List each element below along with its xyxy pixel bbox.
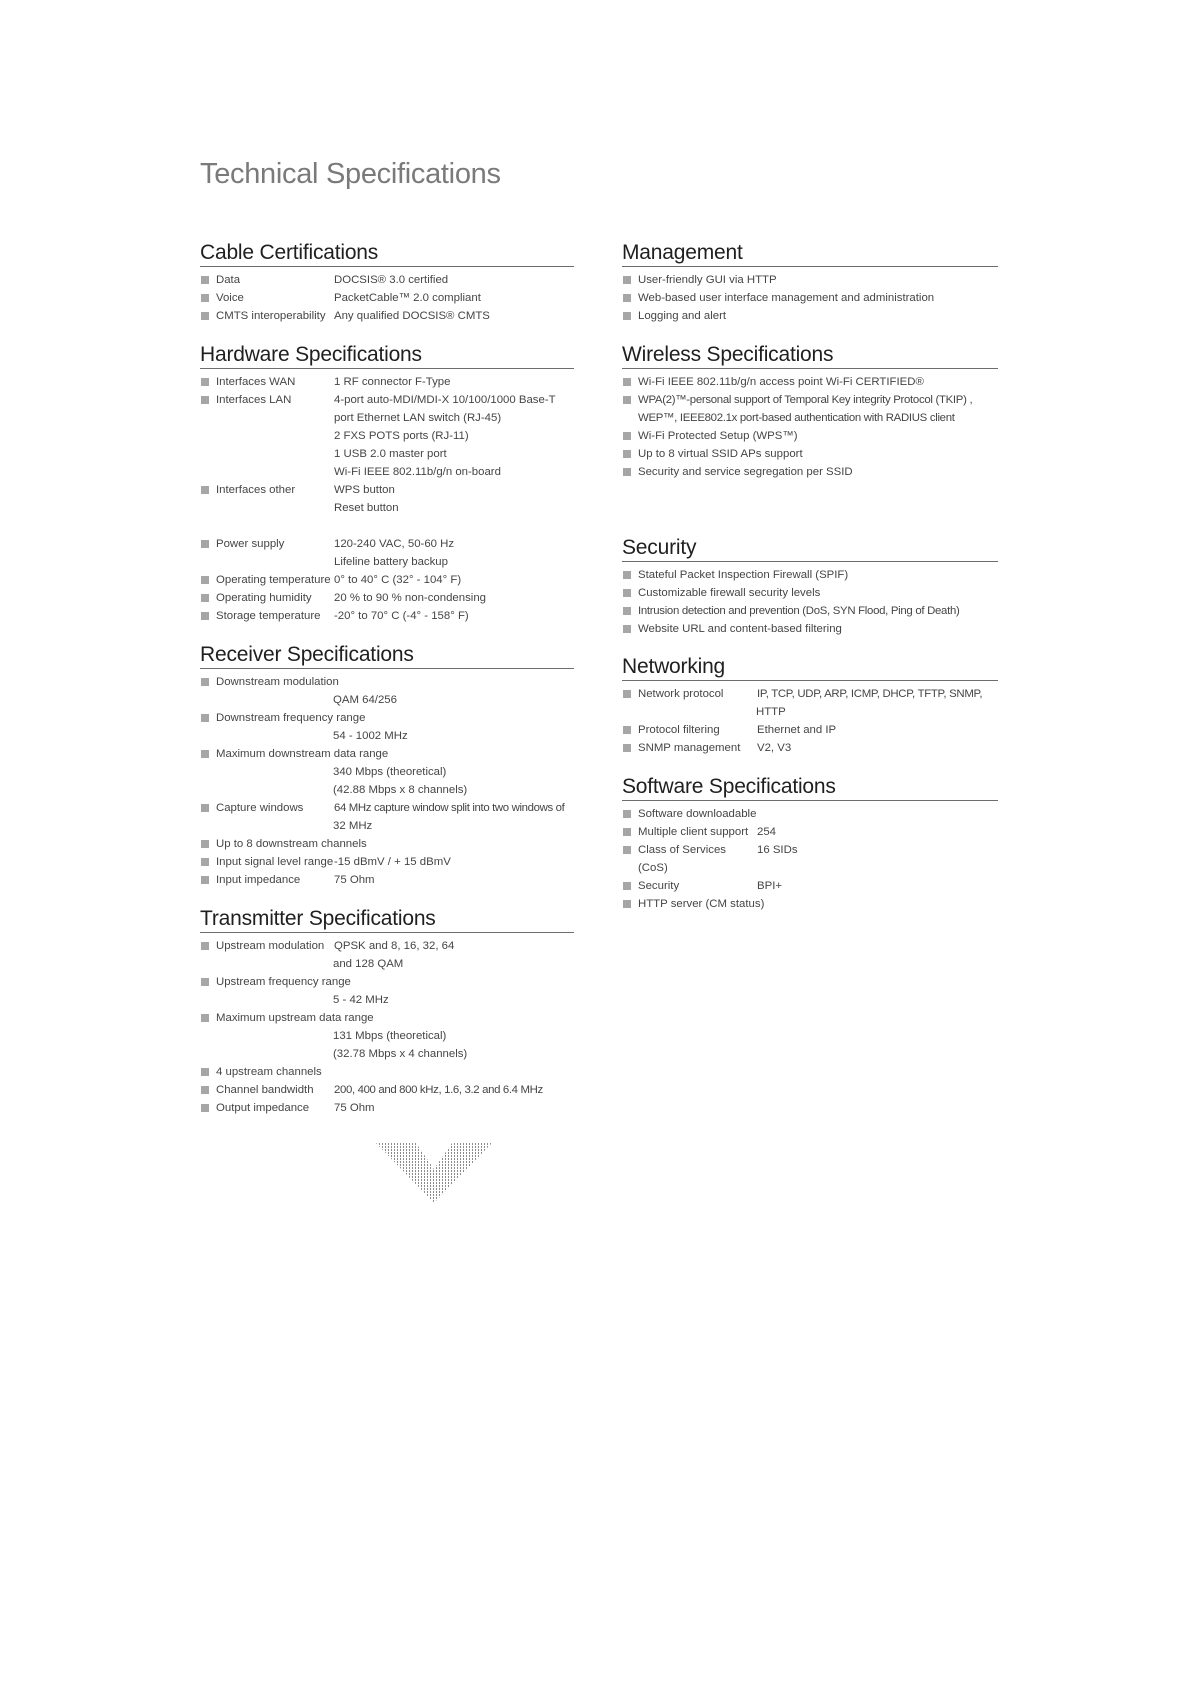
chevron-down-icon: [376, 1143, 492, 1205]
bullet-icon: [201, 750, 209, 758]
spec-row: [200, 763, 574, 781]
spec-value: -20° to 70° C (-4° - 158° F): [334, 610, 469, 622]
bullet-icon: [201, 312, 209, 320]
bullet-icon: [201, 714, 209, 722]
spec-label: Operating humidity: [216, 592, 312, 604]
spec-row: [200, 835, 574, 853]
bullet-icon: [623, 378, 631, 386]
spec-label: Maximum upstream data range: [216, 1012, 374, 1024]
spec-row: [200, 973, 574, 991]
bullet-icon: [623, 607, 631, 615]
bullet-icon: [623, 432, 631, 440]
spec-row: [200, 1009, 574, 1027]
spec-value: (42.88 Mbps x 8 channels): [333, 784, 468, 796]
spec-row: [200, 1027, 574, 1045]
bullet-icon: [201, 294, 209, 302]
spec-row: [200, 589, 574, 607]
spec-label: SNMP management: [638, 742, 741, 754]
transmitter-specifications-section: [200, 906, 574, 1117]
spec-list: [200, 373, 574, 625]
spec-row: [622, 823, 998, 841]
spec-label: Protocol filtering: [638, 724, 720, 736]
section-title: Receiver Specifications: [200, 642, 574, 669]
list-item: Web-based user interface management and administration: [622, 289, 998, 307]
spec-row: [200, 535, 574, 553]
spec-value: 32 MHz: [333, 820, 373, 832]
cable-certifications-section: [200, 240, 574, 325]
spec-row: [200, 991, 574, 1009]
networking-section: [622, 654, 998, 757]
bullet-icon: [201, 942, 209, 950]
section-title: Management: [622, 240, 998, 267]
spec-row: [622, 805, 998, 823]
security-section: [622, 535, 998, 638]
spec-row: [200, 853, 574, 871]
bullet-icon: [623, 312, 631, 320]
spec-value: -15 dBmV / + 15 dBmV: [334, 856, 451, 868]
spec-row: [200, 445, 574, 463]
spec-value: 5 - 42 MHz: [333, 994, 389, 1006]
spec-value: 120-240 VAC, 50-60 Hz: [334, 538, 455, 550]
section-title: Software Specifications: [622, 774, 998, 801]
spec-row: [200, 607, 574, 625]
bullet-icon: [623, 846, 631, 854]
spec-label: [216, 553, 334, 571]
page-title: Technical Specifications: [200, 158, 501, 190]
spec-value: 75 Ohm: [334, 1102, 375, 1114]
spec-list: [622, 271, 998, 325]
spec-list: [200, 937, 574, 1117]
spec-label: Capture windows: [216, 802, 304, 814]
spec-label: Input impedance: [216, 874, 301, 886]
spec-label: Channel bandwidth: [216, 1084, 314, 1096]
list-item: Customizable firewall security levels: [622, 584, 998, 602]
spec-label: Class of Services (CoS): [638, 844, 726, 874]
spec-value: 0° to 40° C (32° - 104° F): [334, 574, 462, 586]
bullet-icon: [623, 900, 631, 908]
bullet-icon: [201, 876, 209, 884]
section-title: Cable Certifications: [200, 240, 574, 267]
spec-row: [200, 427, 574, 445]
spec-value: Any qualified DOCSIS® CMTS: [334, 310, 490, 322]
spec-row: [622, 877, 998, 895]
bullet-icon: [623, 828, 631, 836]
spec-value: 1 RF connector F-Type: [334, 376, 451, 388]
spec-row: [622, 841, 998, 877]
bullet-icon: [201, 540, 209, 548]
spec-label: Software downloadable: [638, 808, 757, 820]
spec-list: [200, 673, 574, 889]
spec-row: [200, 391, 574, 409]
spec-row: [622, 685, 998, 703]
spec-label: Up to 8 downstream channels: [216, 838, 367, 850]
spec-label: Network protocol: [638, 688, 724, 700]
spec-label: Upstream modulation: [216, 940, 325, 952]
spec-value: 254: [757, 826, 777, 838]
spec-value: PacketCable™ 2.0 compliant: [334, 292, 481, 304]
spec-value: 64 MHz capture window split into two windows of: [334, 802, 565, 814]
spec-value: DOCSIS® 3.0 certified: [334, 274, 449, 286]
spec-list: [622, 373, 998, 481]
bullet-icon: [201, 978, 209, 986]
spec-value: 131 Mbps (theoretical): [333, 1030, 447, 1042]
spec-label: [216, 409, 334, 427]
spec-row: [200, 709, 574, 727]
section-title: Networking: [622, 654, 998, 681]
spec-row: [200, 1081, 574, 1099]
spec-label: Interfaces WAN: [216, 376, 296, 388]
wireless-specifications-section: [622, 342, 998, 481]
bullet-icon: [623, 396, 631, 404]
bullet-icon: [201, 804, 209, 812]
spec-row: [200, 1099, 574, 1117]
bullet-icon: [201, 378, 209, 386]
spec-value: port Ethernet LAN switch (RJ-45): [334, 412, 502, 424]
spec-label: [216, 463, 334, 481]
hardware-specifications-section: [200, 342, 574, 625]
spec-row: [200, 271, 574, 289]
spec-label: Voice: [216, 292, 244, 304]
spec-label: Data: [216, 274, 241, 286]
spec-value: IP, TCP, UDP, ARP, ICMP, DHCP, TFTP, SNMP,: [757, 688, 983, 700]
spec-row: [200, 781, 574, 799]
spec-value: 4-port auto-MDI/MDI-X 10/100/1000 Base-T: [334, 394, 556, 406]
spec-row: [200, 499, 574, 517]
spec-label: Power supply: [216, 538, 285, 550]
bullet-icon: [623, 744, 631, 752]
spec-label: Downstream frequency range: [216, 712, 366, 724]
spec-label: [216, 445, 334, 463]
spec-value: QAM 64/256: [333, 694, 397, 706]
spec-value: 340 Mbps (theoretical): [333, 766, 447, 778]
bullet-icon: [201, 486, 209, 494]
spec-value: V2, V3: [757, 742, 792, 754]
spec-row: [622, 703, 998, 721]
spec-row: [200, 871, 574, 889]
list-item: Up to 8 virtual SSID APs support: [622, 445, 998, 463]
spec-row: [622, 739, 998, 757]
list-item: Wi-Fi Protected Setup (WPS™): [622, 427, 998, 445]
bullet-icon: [201, 594, 209, 602]
spec-row: [200, 691, 574, 709]
list-item: Wi-Fi IEEE 802.11b/g/n access point Wi-Fi CERTIFIED®: [622, 373, 998, 391]
spec-list: [200, 271, 574, 325]
spec-value: 20 % to 90 % non-condensing: [334, 592, 486, 604]
section-title: Transmitter Specifications: [200, 906, 574, 933]
spec-value: 54 - 1002 MHz: [333, 730, 408, 742]
spec-value: QPSK and 8, 16, 32, 64: [334, 940, 455, 952]
list-item: Website URL and content-based filtering: [622, 620, 998, 638]
spec-value: 75 Ohm: [334, 874, 375, 886]
spec-row: [200, 307, 574, 325]
list-item: User-friendly GUI via HTTP: [622, 271, 998, 289]
spec-label: Operating temperature: [216, 574, 331, 586]
spec-row: [200, 409, 574, 427]
spec-value: BPI+: [757, 880, 783, 892]
bullet-icon: [623, 690, 631, 698]
bullet-icon: [201, 678, 209, 686]
spec-row: [200, 1045, 574, 1063]
bullet-icon: [623, 625, 631, 633]
spec-label: Security: [638, 880, 680, 892]
spec-row: [200, 799, 574, 817]
spec-value: WPS button: [334, 484, 395, 496]
list-item: WPA(2)™-personal support of Temporal Key integrity Protocol (TKIP) ,: [622, 391, 998, 409]
bullet-icon: [623, 276, 631, 284]
spec-value: and 128 QAM: [333, 958, 404, 970]
spec-label: 4 upstream channels: [216, 1066, 322, 1078]
spec-list: [622, 685, 998, 757]
spec-value: Lifeline battery backup: [334, 556, 448, 568]
spec-label: [216, 499, 334, 517]
spec-row: [200, 937, 574, 955]
spec-value: 1 USB 2.0 master port: [334, 448, 447, 460]
bullet-icon: [201, 840, 209, 848]
bullet-icon: [201, 396, 209, 404]
spec-list: [622, 805, 998, 913]
spec-value: Reset button: [334, 502, 399, 514]
management-section: [622, 240, 998, 325]
spec-label: Input signal level range: [216, 856, 334, 868]
spec-value: 200, 400 and 800 kHz, 1.6, 3.2 and 6.4 MHz: [334, 1084, 543, 1096]
software-specifications-section: [622, 774, 998, 913]
spec-row: [622, 895, 998, 913]
receiver-specifications-section: [200, 642, 574, 889]
bullet-icon: [623, 882, 631, 890]
section-title: Wireless Specifications: [622, 342, 998, 369]
list-item: Security and service segregation per SSID: [622, 463, 998, 481]
spec-value: Ethernet and IP: [757, 724, 837, 736]
spec-value: 16 SIDs: [757, 844, 798, 856]
spec-row: [200, 727, 574, 745]
bullet-icon: [623, 468, 631, 476]
spec-label: Maximum downstream data range: [216, 748, 389, 760]
list-item: WEP™, IEEE802.1x port-based authentication with RADIUS client: [638, 412, 955, 424]
spec-label: Output impedance: [216, 1102, 310, 1114]
bullet-icon: [201, 1086, 209, 1094]
bullet-icon: [623, 294, 631, 302]
spec-row: [200, 553, 574, 571]
spec-list: [622, 566, 998, 638]
bullet-icon: [201, 612, 209, 620]
spec-row: [200, 673, 574, 691]
list-item: Intrusion detection and prevention (DoS, SYN Flood, Ping of Death): [622, 602, 998, 620]
bullet-icon: [623, 589, 631, 597]
bullet-icon: [201, 1104, 209, 1112]
spec-row: [200, 955, 574, 973]
spec-value: 2 FXS POTS ports (RJ-11): [334, 430, 469, 442]
spec-row: [200, 373, 574, 391]
spec-label: CMTS interoperability: [216, 310, 326, 322]
spec-label: Storage temperature: [216, 610, 321, 622]
spec-label: Upstream frequency range: [216, 976, 351, 988]
spec-row: [200, 1063, 574, 1081]
spec-row: [200, 817, 574, 835]
bullet-icon: [201, 1068, 209, 1076]
spec-label: Downstream modulation: [216, 676, 339, 688]
spec-row: [200, 745, 574, 763]
spec-row: [622, 721, 998, 739]
spec-value: (32.78 Mbps x 4 channels): [333, 1048, 468, 1060]
spec-value: HTTP: [756, 706, 786, 718]
bullet-icon: [201, 276, 209, 284]
spec-value: Wi-Fi IEEE 802.11b/g/n on-board: [334, 466, 501, 478]
spec-row: [200, 481, 574, 499]
spec-row: [200, 289, 574, 307]
bullet-icon: [623, 571, 631, 579]
bullet-icon: [623, 726, 631, 734]
spec-label: HTTP server (CM status): [638, 898, 765, 910]
spec-label: Multiple client support: [638, 826, 749, 838]
bullet-icon: [201, 576, 209, 584]
bullet-icon: [201, 1014, 209, 1022]
spec-row: [200, 463, 574, 481]
list-item: Logging and alert: [622, 307, 998, 325]
spec-row: [200, 571, 574, 589]
bullet-icon: [623, 810, 631, 818]
spec-label: [216, 427, 334, 445]
section-title: Hardware Specifications: [200, 342, 574, 369]
spec-label: Interfaces other: [216, 484, 296, 496]
spec-label: Interfaces LAN: [216, 394, 292, 406]
section-title: Security: [622, 535, 998, 562]
list-item: Stateful Packet Inspection Firewall (SPIF): [622, 566, 998, 584]
bullet-icon: [201, 858, 209, 866]
bullet-icon: [623, 450, 631, 458]
